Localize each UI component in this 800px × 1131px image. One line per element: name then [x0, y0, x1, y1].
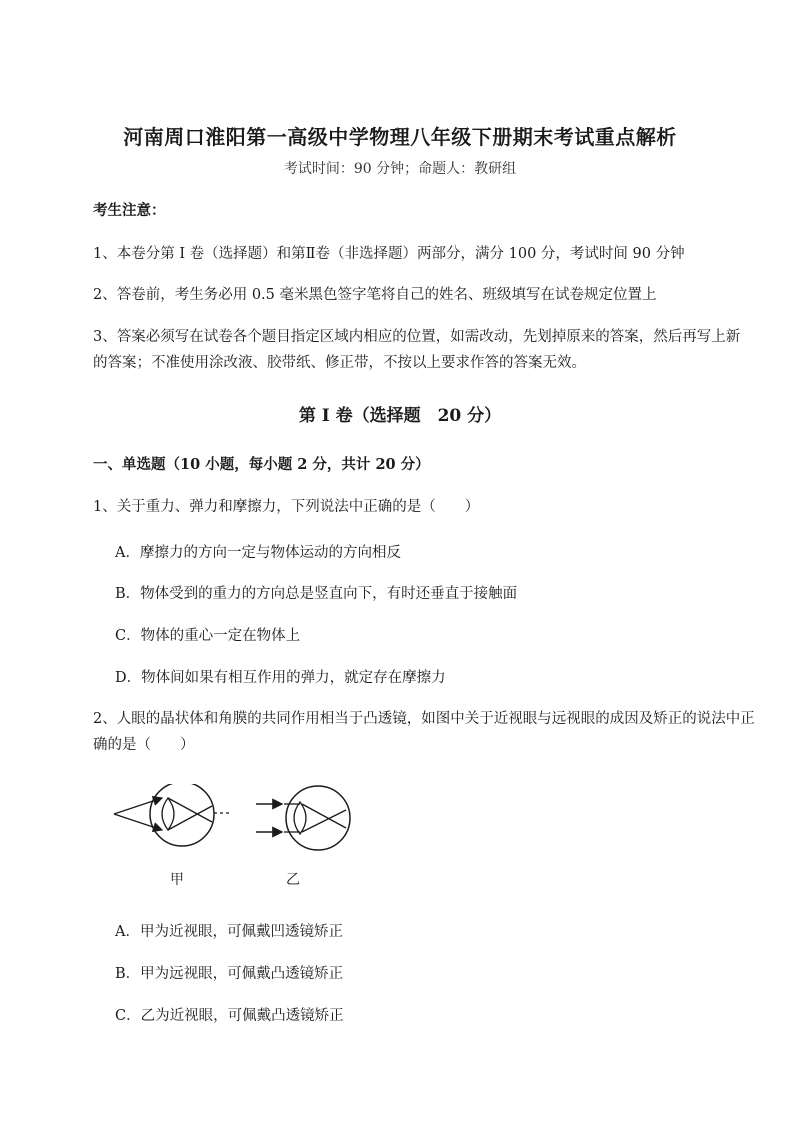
eye-yi-lens — [294, 802, 306, 834]
exam-info: 考试时间：90 分钟；命题人：教研组 — [283, 161, 517, 177]
eye-diagram — [108, 784, 368, 894]
figure-label-yi: 乙 — [286, 872, 300, 888]
question-2-option-b: B．甲为远视眼，可佩戴凸透镜矫正 — [115, 966, 344, 982]
notice-item-3: 3、答案必须写在试卷各个题目指定区域内相应的位置，如需改动，先划掉原来的答案，然后再写上新的答案；不准使用涂改液、胶带纸、修正带，不按以上要求作答的答案无效。 — [93, 329, 741, 371]
question-1-stem: 1、关于重力、弹力和摩擦力，下列说法中正确的是（ ） — [93, 499, 480, 515]
notice-item-1: 1、本卷分第 I 卷（选择题）和第Ⅱ卷（非选择题）两部分，满分 100 分，考试时间 90 分钟 — [93, 246, 685, 262]
page-title: 河南周口淮阳第一高级中学物理八年级下册期末考试重点解析 — [123, 125, 677, 149]
eye-yi-figure — [256, 786, 350, 850]
eye-yi-eyeball — [286, 786, 350, 850]
question-1-option-d: D．物体间如果有相互作用的弹力，就定存在摩擦力 — [115, 670, 446, 686]
eye-jia-eyeball — [150, 784, 214, 846]
eye-jia-figure — [114, 784, 232, 846]
figure-label-jia: 甲 — [170, 872, 184, 888]
question-1-option-c: C．物体的重心一定在物体上 — [115, 628, 301, 644]
section-title: 第 I 卷（选择题 20 分） — [298, 406, 502, 426]
eye-yi-refracted-top — [302, 804, 346, 828]
eye-jia-ray-top — [114, 798, 162, 814]
eye-jia-ray-bottom — [114, 814, 162, 830]
question-2-stem: 2、人眼的晶状体和角膜的共同作用相当于凸透镜，如图中关于近视眼与远视眼的成因及矫正的说法中正确的是（ ） — [93, 711, 755, 753]
part-heading: 一、单选题（10 小题，每小题 2 分，共计 20 分） — [93, 456, 430, 473]
question-2-option-c: C．乙为近视眼，可佩戴凸透镜矫正 — [115, 1008, 344, 1024]
notice-item-2: 2、答卷前，考生务必用 0.5 毫米黑色签字笔将自己的姓名、班级填写在试卷规定位置上 — [93, 287, 657, 303]
question-2-option-a: A．甲为近视眼，可佩戴凹透镜矫正 — [115, 924, 343, 940]
question-1-option-b: B．物体受到的重力的方向总是竖直向下，有时还垂直于接触面 — [115, 586, 518, 602]
eye-jia-lens — [162, 798, 174, 830]
eye-yi-refracted-bottom — [302, 810, 346, 832]
question-1-option-a: A．摩擦力的方向一定与物体运动的方向相反 — [115, 545, 401, 561]
notice-heading: 考生注意： — [93, 202, 166, 219]
